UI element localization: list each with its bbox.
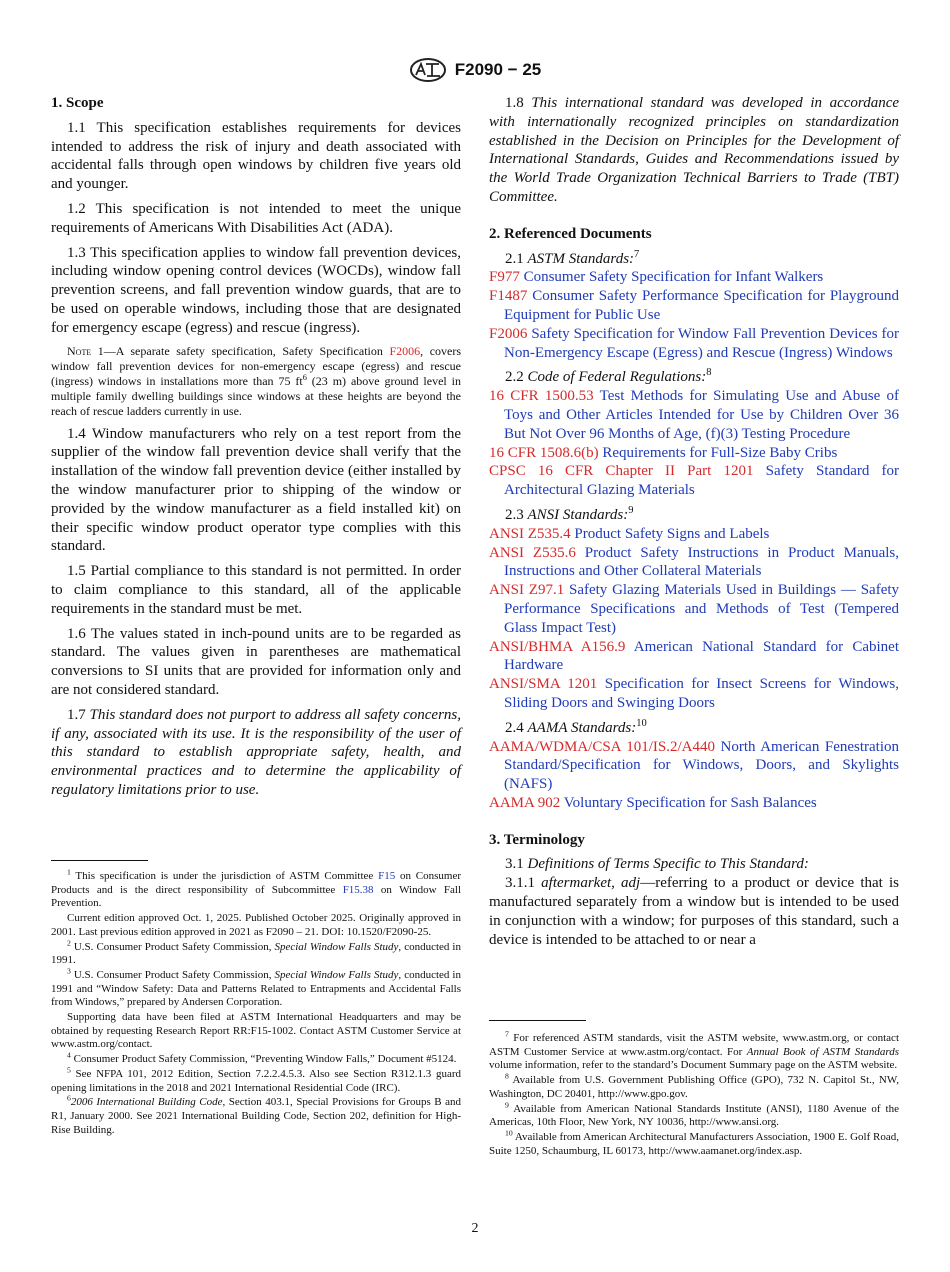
subsection-2-1: 2.1 ASTM Standards:$^7$ [505,248,640,267]
reference-title-link[interactable]: Test Methods for Simulating Use and Abuse of Toys and Other Articles Intended for Use by Children Over 36 But Not Over 96 Months of Age, (f)(3) Testing Procedure [504,388,900,442]
link-f15-38[interactable]: F15.38 [342,883,374,896]
reference-title-link[interactable]: Product Safety Signs and Labels [574,525,770,542]
astm-logo-icon [409,58,447,82]
reference-title-link[interactable]: Product Safety Instructions in Product Manuals, Instructions and Other Collateral Materials [504,544,900,580]
footnote-5: $^5$ See NFPA 101, 2012 Edition, Section 7.2.2.4.5.3. Also see Section R312.1.3 guard opening limitations in the 2018 and 2021 International Residential Code (IRC). [51,1065,461,1094]
reference-item [489,444,899,463]
footnote-1: $^1$ This specification is under the jurisdiction of ASTM Committee F15 on Consumer Products and is the direct responsibility of Subcommittee F15.38 on Window Fall Prevention. [51,867,462,910]
reference-code-link[interactable]: F2006 [489,325,528,342]
subsection-3-1: 3.1 Definitions of Terms Specific to This Standard: [505,856,809,873]
reference-item [489,738,899,794]
footnote-8: $^8$ Available from U.S. Government Publishing Office (GPO), 732 N. Capitol St., NW, Washington, DC 20401, http://www.gpo.gov. [489,1071,899,1100]
footnote-9: $^9$ Available from American National Standards Institute (ANSI), 1180 Avenue of the Americas, 10th Floor, New York, NY 10036, http://www.ansi.org. [489,1099,899,1129]
reference-code-link[interactable]: F1487 [489,288,528,305]
footnote-divider-left [51,860,148,861]
paragraph-1-4: 1.4 Window manufacturers who rely on a test report from the supplier of the window fall prevention device shall verify that the installation of the window fall prevention device (either installed by the window manufacturer prior to shipping of the window or provided by the window manufacturer as a field installed kit) on their specific window product operator type complies with this standard. [51,425,461,555]
reference-item [489,325,899,363]
reference-code-link[interactable]: ANSI/SMA 1201 [489,676,598,693]
paragraph-1-2: 1.2 This specification is not intended to meet the unique requirements of Americans With Disabilities Act (ADA). [51,200,461,236]
footnote-divider-right [489,1020,586,1021]
reference-code-link[interactable]: 16 CFR 1500.53 [489,388,594,405]
reference-item [489,794,899,813]
footnote-3-supporting: Supporting data have been filed at ASTM International Headquarters and may be obtained by requesting Research Report RR:F15-1002. Contact ASTM Customer Service at www.astm.org/contact. [51,1011,461,1051]
reference-item [489,544,899,582]
paragraph-1-5: 1.5 Partial compliance to this standard is not permitted. In order to claim compliance to this standard, all of the applicable requirements in the standard must be met. [51,563,461,617]
reference-code-link[interactable]: AAMA 902 [489,794,561,811]
reference-item [489,675,899,713]
footnote-2: $^2$ U.S. Consumer Product Safety Commission, Special Window Falls Study, conducted in 1991. [51,937,461,967]
definition-aftermarket: 3.1.1 aftermarket, adj—referring to a product or device that is manufactured separately from a window but is intended to be used in conjunction with a window; for purposes of this standard, such a device is intended to be attached to or near a [489,875,900,948]
paragraph-1-8: 1.8 This international standard was developed in accordance with internationally recognized principles on standardization established in the Decision on Principles for the Development of International Standards, Guides and Recommendations issued by the World Trade Organization Technical Barriers to Trade (TBT) Committee. [489,95,900,205]
footnote-6: $^6$2006 International Building Code, Section 403.1, Special Provisions for Groups B and R1, January 2000. See 2021 International Building Code, Section 202, definition for High-Rise Building. [51,1093,461,1136]
left-footnotes [51,867,462,1138]
paragraph-1-1: 1.1 This specification establishes requirements for devices intended to address the risk of injury and death associated with accidental falls through open windows by children five years old and younger. [51,119,461,193]
footnote-10: $^{10}$ Available from American Architectural Manufacturers Association, 1900 E. Golf Road, Suite 1250, Schaumburg, IL 60173, http://www.aamanet.org/index.asp. [489,1128,899,1157]
reference-item [489,287,899,325]
reference-title-link[interactable]: Consumer Safety Specification for Infant Walkers [523,269,824,286]
section-heading-scope: 1. Scope [51,95,104,111]
reference-item [489,638,899,676]
right-footnotes [489,1029,899,1159]
footnote-1-edition: Current edition approved Oct. 1, 2025. Published October 2025. Originally approved in 2001. Last previous edition approved in 2021 as F2090 – 21. DOI: 10.1520/F2090-25. [51,912,461,938]
ansi-reference-list [489,525,899,713]
note-1: Note 1—A separate safety specification, Safety Specification F2006, covers window fall prevention devices for non-emergency escape (egress) and rescue (ingress) windows in installations more than 75 $ft^6$ (23 m) above ground level in multiple family dwelling buildings since windows at these heights are beyond the reach of rescue ladders currently in use. [51,343,462,418]
reference-item [489,525,899,544]
reference-code-link[interactable]: 16 CFR 1508.6(b) [489,444,599,461]
reference-item [489,268,899,287]
reference-code-link[interactable]: ANSI Z97.1 [489,582,565,599]
left-column [51,94,461,806]
page-number: 2 [471,1221,479,1236]
reference-code-link[interactable]: ANSI Z535.6 [489,544,576,561]
page-header [0,58,950,82]
cfr-reference-list [489,387,899,500]
reference-item [489,581,899,637]
paragraph-1-7: 1.7 This standard does not purport to address all safety concerns, if any, associated with its use. It is the responsibility of the user of this standard to establish appropriate safety, health, and environmental practices and to determine the applicability of regulatory limitations prior to use. [51,706,462,798]
reference-title-link[interactable]: Requirements for Full-Size Baby Cribs [602,444,838,461]
reference-code-link[interactable]: CPSC 16 CFR Chapter II Part 1201 [489,463,754,480]
section-heading-referenced-documents: 2. Referenced Documents [489,225,652,242]
aama-reference-list [489,738,899,813]
note-label: Note 1 [67,343,104,358]
link-f2006[interactable]: F2006 [389,343,421,358]
right-column [489,94,899,955]
section-heading-terminology: 3. Terminology [489,831,585,848]
reference-code-link[interactable]: F977 [489,269,520,286]
reference-title-link[interactable]: North American Fenestration Standard/Specification for Windows, Doors, and Skylights (NAFS) [504,738,900,793]
reference-title-link[interactable]: Safety Specification for Window Fall Prevention Devices for Non-Emergency Escape (Egress) and Rescue (Ingress) Windows [504,325,900,361]
reference-item [489,387,899,443]
paragraph-1-6: 1.6 The values stated in inch-pound units are to be regarded as standard. The values given in parentheses are mathematical conversions to SI units that are provided for information only and are not considered standard. [51,625,461,698]
footnote-4: $^4$ Consumer Product Safety Commission, “Preventing Window Falls,” Document #5124. [67,1050,457,1066]
reference-code-link[interactable]: ANSI/BHMA A156.9 [489,638,626,655]
subsection-2-4: 2.4 AAMA Standards:$^{10}$ [505,717,647,736]
footnote-3: $^3$ U.S. Consumer Product Safety Commission, Special Window Falls Study, conducted in 1991 and “Window Safety: Data and Patterns Related to Entrapments and Accidental Falls from Windows,” prepared by Andersen Corporation. [51,966,461,1009]
subsection-2-2: 2.2 Code of Federal Regulations:$^8$ [505,367,712,386]
link-f15[interactable]: F15 [378,870,396,882]
reference-code-link[interactable]: AAMA/WDMA/CSA 101/IS.2/A440 [489,738,715,755]
reference-title-link[interactable]: Voluntary Specification for Sash Balances [563,794,817,811]
astm-reference-list [489,268,899,362]
reference-title-link[interactable]: Specification for Insect Screens for Windows, Sliding Doors and Swinging Doors [504,676,899,711]
footnote-7: $^7$ For referenced ASTM standards, visit the ASTM website, www.astm.org, or contact ASTM Customer Service at www.astm.org/contact. For Annual Book of ASTM Standards volume information, refer to the standard’s Document Summary page on the ASTM website. [489,1029,899,1072]
reference-title-link[interactable]: American National Standard for Cabinet Hardware [504,638,899,674]
subsection-2-3: 2.3 ANSI Standards:$^9$ [505,504,634,523]
paragraph-1-3: 1.3 This specification applies to window fall prevention devices, including window opening control devices (WOCDs), window fall prevention screens, and fall prevention window guards, that are to be used on operable windows, including those that are designated for emergency escape (egress) and rescue (ingress). [51,244,461,336]
reference-title-link[interactable]: Safety Glazing Materials Used in Buildings — Safety Performance Specifications and Methods of Test (Tempered Glass Impact Test) [504,582,900,636]
reference-title-link[interactable]: Safety Standard for Architectural Glazing Materials [504,463,900,499]
reference-code-link[interactable]: ANSI Z535.4 [489,525,571,542]
reference-title-link[interactable]: Consumer Safety Performance Specification for Playground Equipment for Public Use [504,288,899,323]
reference-item [489,462,899,500]
document-designation: F2090 − 25 [454,60,542,79]
